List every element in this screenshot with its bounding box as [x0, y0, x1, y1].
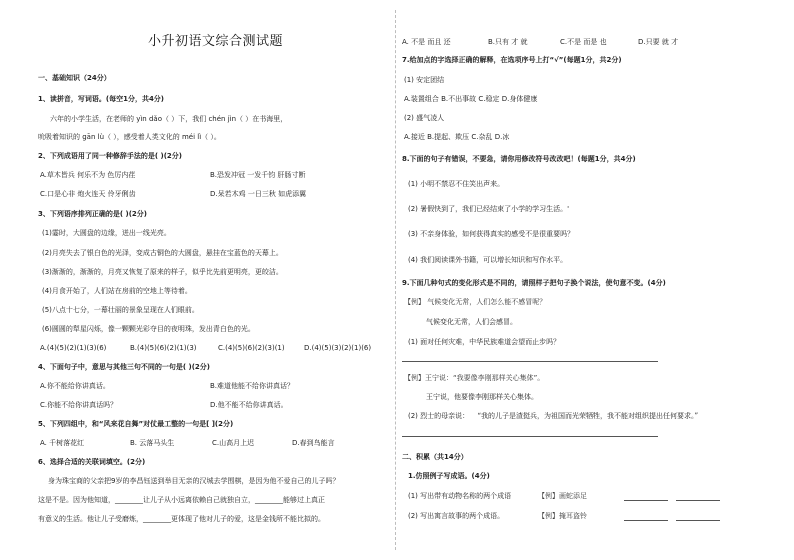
q8-sentence-4: (4) 我们阅读课外书籍，可以增长知识和写作水平。 [408, 256, 568, 264]
q3-option-c: C.(4)(5)(6)(2)(3)(1) [218, 344, 285, 352]
q9-example-1: 【例】 气候变化无常，人们怎么能不感冒呢？ [404, 298, 547, 306]
q3-heading: 3、下列语序排列正确的是( )(2分) [38, 210, 147, 218]
section-2-heading: 二、积累（共14分） [402, 453, 468, 461]
q8-heading: 8.下面的句子有错误，不要急，请你用修改符号改改吧！(每题1分，共4分) [402, 155, 636, 163]
q9-heading: 9.下面几种句式的变化形式是不同的，请照样子把句子换个说法，使句意不变。(4分) [402, 279, 666, 287]
q5-option-c: C.山高月上迟 [212, 439, 255, 447]
q3-sentence-6: (6)圆圆的犁星闪烁，像一颗颗光彩夺目的夜明珠，发出青白色的光。 [42, 325, 255, 333]
q4-option-d: D.他不能不给你讲真话。 [210, 401, 288, 409]
q7-item-1: (1) 安定团结 [404, 76, 445, 84]
q1-heading: 1、读拼音，写词语。(每空1分，共4分) [38, 95, 165, 103]
q5-option-a: A. 千树落花红 [40, 439, 85, 447]
q10-item-1: (1) 写出带有动物名称的两个成语 [408, 492, 512, 500]
section-1-heading: 一、基础知识（24分） [38, 74, 111, 82]
q3-option-d: D.(4)(5)(3)(2)(1)(6) [304, 344, 372, 352]
q10-example-2: 【例】掩耳盗铃 [538, 512, 587, 520]
q7-item-1-options: A.装置组合 B.不出事故 C.稳定 D.身体健康 [404, 95, 538, 103]
q10-answer-line-2a[interactable] [624, 520, 668, 521]
q9-example-1-answer: 气候变化无常，人们会感冒。 [426, 318, 517, 326]
q6-option-c: C.不是 而是 也 [560, 38, 607, 46]
q9-example-2-answer: 王宁说，他要像李刚那样关心集体。 [426, 393, 538, 401]
q3-sentence-3: (3)渐渐的，渐渐的，月亮又恢复了原来的样子，似乎比先前更明亮，更皎洁。 [42, 268, 283, 276]
q6-option-b: B.只有 才 就 [488, 38, 528, 46]
page-title: 小升初语文综合测试题 [148, 34, 284, 49]
q8-sentence-2: (2) 暑假快到了，我们已经结束了小学的学习生活。' [408, 205, 570, 213]
q3-option-b: B.(4)(5)(6)(2)(1)(3) [130, 344, 197, 352]
column-divider [395, 10, 396, 550]
q10-heading: 1.仿照例子写成语。(4分) [408, 472, 490, 480]
q2-option-d: D.呆若木鸡 一日三秋 如虎添翼 [210, 190, 307, 198]
q10-answer-line-1a[interactable] [624, 500, 668, 501]
q1-line-2: 吮吸着知识的 gān lù（ ），感受着人类文化的 méi lì（ ）。 [38, 133, 221, 141]
q10-answer-line-2b[interactable] [676, 520, 720, 521]
q5-option-d: D.春到鸟能言 [292, 439, 335, 447]
q3-sentence-2: (2)月亮失去了银白色的光泽，变成古铜色的大圆盘，悬挂在宝蓝色的天幕上。 [42, 249, 283, 257]
q9-sentence-2 [408, 412, 698, 420]
q9-sentence-2-quote: “我的儿子是渣挺兵，为祖国而光荣牺牲，我不能对组织提出任何要求。” [477, 412, 699, 420]
q5-option-b: B. 云落马头生 [130, 439, 175, 447]
q2-option-c: C.口是心非 炮火连天 伶牙俐齿 [40, 190, 136, 198]
q8-sentence-3: (3) 不亲身体验，如何获得真实的感受不是很重要吗？ [408, 230, 575, 238]
q1-line-1: 六年的小学生活，在老师的 yìn dǎo（ ）下，我们 chén jìn（ ）在书海里， [50, 115, 288, 123]
q2-option-b: B.恐发冲冠 一发千钧 肝肠寸断 [210, 171, 306, 179]
q3-sentence-5: (5)八点十七分，一幕壮丽的景象呈现在人们眼前。 [42, 306, 199, 314]
q7-heading: 7.给加点的字选择正确的解释，在选项序号上打“√”(每题1分，共2分) [402, 56, 622, 64]
q10-item-2: (2) 写出寓言故事的两个成语。 [408, 512, 505, 520]
q3-sentence-1: (1)霎时，大圆盘的边缘，迸出一线光亮。 [42, 229, 171, 237]
q6-paragraph-line-2: 这是不是。因为他知道，________让儿子从小远离依赖自己就独自立，________能够过上真正 [38, 496, 325, 504]
q4-option-a: A.你不能给你讲真话。 [40, 382, 110, 390]
q10-answer-line-1b[interactable] [676, 500, 720, 501]
q9-sentence-2-prefix: (2) 烈士的母亲说： [408, 412, 470, 420]
q2-heading: 2、下列成语用了同一种修辞手法的是( )(2分) [38, 152, 182, 160]
q6-option-a: A. 不是 而且 还 [402, 38, 451, 46]
left-column [38, 0, 388, 560]
q9-example-2: 【例】王宁说：“我要像李刚那样关心集体”。 [404, 374, 545, 382]
q4-option-b: B.难道他能不给你讲真话？ [210, 382, 295, 390]
q3-option-a: A.(4)(5)(2)(1)(3)(6) [40, 344, 107, 352]
q2-option-a: A.草木皆兵 何乐不为 色厉内荏 [40, 171, 136, 179]
right-column [402, 0, 772, 560]
q4-heading: 4、下面句子中，意思与其他三句不同的一句是( )(2分) [38, 363, 210, 371]
q8-sentence-1: (1) 小明不禁忍不住笑出声来。 [408, 180, 505, 188]
q10-example-1: 【例】画蛇添足 [538, 492, 587, 500]
q9-answer-line-2[interactable] [402, 436, 658, 437]
q5-heading: 5、下列四组中，和“风来花自舞”对仗最工整的一句是[ ](2分) [38, 420, 234, 428]
q6-paragraph-line-3: 有意义的生活。他让儿子受磨炼，________更体现了他对儿子的爱，这是金钱所不能比拟的。 [38, 515, 325, 523]
q9-answer-line-1[interactable] [402, 361, 658, 362]
q9-sentence-1: (1) 面对任何灾难，中华民族难道会望而止步吗？ [408, 338, 561, 346]
q3-sentence-4: (4)月食开始了，人们站在房前的空地上等待着。 [42, 287, 192, 295]
q6-paragraph-line-1: 身为珠宝商的父亲把9岁的李昌钰送到举目无亲的汉城去学围棋，是因为他不爱自己的儿子吗？ [48, 477, 340, 485]
q4-option-c: C.你能不给你讲真话吗？ [40, 401, 118, 409]
q6-option-d: D.只要 就 才 [638, 38, 679, 46]
q7-item-2: (2) 盛气凌人 [404, 114, 445, 122]
q7-item-2-options: A.接近 B.提起、欺压 C.杂乱 D.冰 [404, 133, 510, 141]
q6-heading: 6、选择合适的关联词填空。(2分) [38, 458, 146, 466]
